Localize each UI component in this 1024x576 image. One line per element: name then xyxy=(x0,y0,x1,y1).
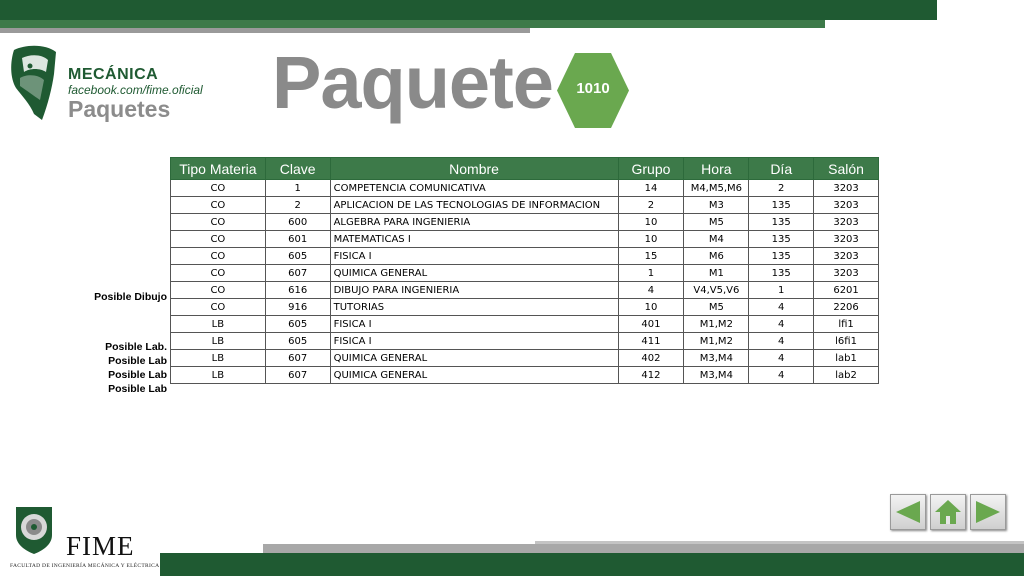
fime-logo-subtitle: FACULTAD DE INGENIERÍA MECÁNICA Y ELÉCTRICA xyxy=(10,563,160,569)
cell-grupo: 4 xyxy=(618,282,684,299)
home-button[interactable] xyxy=(930,494,966,530)
schedule-table xyxy=(170,157,879,384)
cell-hora: M1,M2 xyxy=(684,316,749,333)
cell-grupo: 14 xyxy=(618,180,684,197)
table-row xyxy=(171,367,879,384)
cell-clave: 607 xyxy=(265,265,330,282)
cell-clave: 2 xyxy=(265,197,330,214)
cell-clave: 616 xyxy=(265,282,330,299)
cell-grupo: 15 xyxy=(618,248,684,265)
mecanica-logo xyxy=(8,44,203,126)
cell-tipo: CO xyxy=(171,214,266,231)
cell-nombre: FISICA I xyxy=(330,333,618,350)
cell-tipo: CO xyxy=(171,180,266,197)
cell-grupo: 401 xyxy=(618,316,684,333)
bear-head-icon xyxy=(8,44,60,124)
cell-clave: 605 xyxy=(265,316,330,333)
cell-hora: M5 xyxy=(684,214,749,231)
cell-grupo: 411 xyxy=(618,333,684,350)
cell-tipo: CO xyxy=(171,282,266,299)
cell-hora: M3,M4 xyxy=(684,350,749,367)
table-row xyxy=(171,197,879,214)
cell-grupo: 402 xyxy=(618,350,684,367)
cell-nombre: QUIMICA GENERAL xyxy=(330,367,618,384)
arrow-right-icon xyxy=(971,495,1005,529)
cell-dia: 1 xyxy=(749,282,814,299)
table-row xyxy=(171,248,879,265)
cell-grupo: 1 xyxy=(618,265,684,282)
cell-nombre: FISICA I xyxy=(330,316,618,333)
table-row xyxy=(171,333,879,350)
cell-dia: 4 xyxy=(749,316,814,333)
cell-salon: l6fi1 xyxy=(814,333,879,350)
cell-hora: M5 xyxy=(684,299,749,316)
cell-clave: 607 xyxy=(265,350,330,367)
cell-clave: 600 xyxy=(265,214,330,231)
cell-hora: M6 xyxy=(684,248,749,265)
cell-salon: 3203 xyxy=(814,265,879,282)
cell-salon: 3203 xyxy=(814,214,879,231)
cell-salon: lfi1 xyxy=(814,316,879,333)
header-nombre: Nombre xyxy=(330,158,618,180)
cell-nombre: COMPETENCIA COMUNICATIVA xyxy=(330,180,618,197)
cell-clave: 605 xyxy=(265,333,330,350)
next-slide-button[interactable] xyxy=(970,494,1006,530)
cell-dia: 135 xyxy=(749,197,814,214)
cell-dia: 4 xyxy=(749,299,814,316)
cell-salon: lab2 xyxy=(814,367,879,384)
table-header-row xyxy=(171,158,879,180)
side-note-lab: Posible Lab xyxy=(108,355,167,367)
cell-nombre: FISICA I xyxy=(330,248,618,265)
cell-tipo: CO xyxy=(171,299,266,316)
cell-salon: 3203 xyxy=(814,231,879,248)
header-salon: Salón xyxy=(814,158,879,180)
cell-tipo: LB xyxy=(171,350,266,367)
cell-dia: 135 xyxy=(749,248,814,265)
arrow-left-icon xyxy=(891,495,925,529)
header-dia: Día xyxy=(749,158,814,180)
table-row xyxy=(171,350,879,367)
cell-grupo: 10 xyxy=(618,299,684,316)
cell-salon: 6201 xyxy=(814,282,879,299)
cell-dia: 135 xyxy=(749,231,814,248)
cell-clave: 1 xyxy=(265,180,330,197)
brand-section: Paquetes xyxy=(68,96,171,122)
cell-tipo: LB xyxy=(171,333,266,350)
home-icon xyxy=(931,495,965,529)
cell-nombre: DIBUJO PARA INGENIERIA xyxy=(330,282,618,299)
header-clave: Clave xyxy=(265,158,330,180)
cell-salon: 3203 xyxy=(814,248,879,265)
table-row xyxy=(171,231,879,248)
cell-grupo: 2 xyxy=(618,197,684,214)
header-tipo-materia: Tipo Materia xyxy=(171,158,266,180)
cell-clave: 601 xyxy=(265,231,330,248)
cell-nombre: MATEMATICAS I xyxy=(330,231,618,248)
cell-dia: 2 xyxy=(749,180,814,197)
cell-dia: 4 xyxy=(749,350,814,367)
header-grupo: Grupo xyxy=(618,158,684,180)
table-row xyxy=(171,214,879,231)
cell-grupo: 10 xyxy=(618,214,684,231)
brand-facebook: facebook.com/fime.oficial xyxy=(68,83,203,97)
cell-dia: 4 xyxy=(749,333,814,350)
cell-salon: 3203 xyxy=(814,197,879,214)
table-row xyxy=(171,265,879,282)
table-row xyxy=(171,299,879,316)
package-number: 1010 xyxy=(576,80,610,97)
cell-salon: 2206 xyxy=(814,299,879,316)
cell-nombre: TUTORIAS xyxy=(330,299,618,316)
previous-slide-button[interactable] xyxy=(890,494,926,530)
cell-tipo: CO xyxy=(171,197,266,214)
fime-logo xyxy=(6,503,160,573)
table-row xyxy=(171,180,879,197)
cell-tipo: LB xyxy=(171,367,266,384)
cell-hora: M4,M5,M6 xyxy=(684,180,749,197)
cell-hora: M1,M2 xyxy=(684,333,749,350)
cell-nombre: QUIMICA GENERAL xyxy=(330,350,618,367)
cell-grupo: 10 xyxy=(618,231,684,248)
cell-clave: 916 xyxy=(265,299,330,316)
top-decor-bar xyxy=(0,0,937,20)
cell-salon: 3203 xyxy=(814,180,879,197)
cell-dia: 135 xyxy=(749,214,814,231)
cell-tipo: CO xyxy=(171,231,266,248)
table-row xyxy=(171,316,879,333)
cell-nombre: ALGEBRA PARA INGENIERIA xyxy=(330,214,618,231)
cell-salon: lab1 xyxy=(814,350,879,367)
cell-hora: M1 xyxy=(684,265,749,282)
fime-seal-icon xyxy=(12,503,56,555)
cell-hora: M3 xyxy=(684,197,749,214)
cell-tipo: CO xyxy=(171,248,266,265)
cell-nombre: APLICACION DE LAS TECNOLOGIAS DE INFORMACION xyxy=(330,197,618,214)
cell-hora: M3,M4 xyxy=(684,367,749,384)
cell-hora: M4 xyxy=(684,231,749,248)
top-decor-bar-secondary xyxy=(0,20,825,28)
cell-tipo: LB xyxy=(171,316,266,333)
header-hora: Hora xyxy=(684,158,749,180)
top-decor-bar-gray xyxy=(0,28,530,33)
cell-grupo: 412 xyxy=(618,367,684,384)
side-note-lab: Posible Lab. xyxy=(105,341,167,353)
side-note-lab: Posible Lab xyxy=(108,383,167,395)
cell-dia: 4 xyxy=(749,367,814,384)
cell-clave: 605 xyxy=(265,248,330,265)
cell-nombre: QUIMICA GENERAL xyxy=(330,265,618,282)
side-note-dibujo: Posible Dibujo xyxy=(94,291,167,303)
cell-hora: V4,V5,V6 xyxy=(684,282,749,299)
page-title: Paquete xyxy=(272,41,553,124)
cell-clave: 607 xyxy=(265,367,330,384)
cell-dia: 135 xyxy=(749,265,814,282)
side-note-lab: Posible Lab xyxy=(108,369,167,381)
bottom-decor-bar xyxy=(160,553,1024,576)
brand-name: MECÁNICA xyxy=(68,66,159,83)
fime-logo-text: FIME xyxy=(66,531,135,561)
table-row xyxy=(171,282,879,299)
cell-tipo: CO xyxy=(171,265,266,282)
